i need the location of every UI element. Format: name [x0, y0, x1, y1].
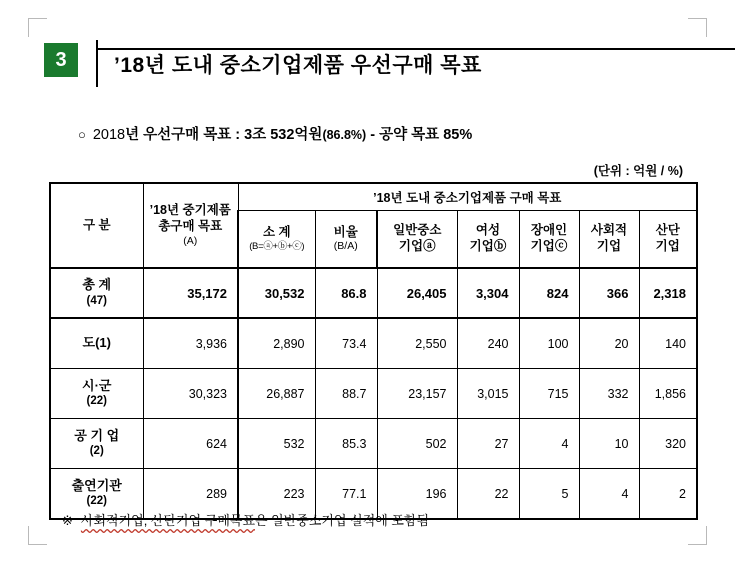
- cell-subtotal: 532: [238, 419, 315, 469]
- cell-general: 23,157: [377, 369, 457, 419]
- subtitle-line: [78, 123, 472, 144]
- header-disabled: [519, 211, 579, 269]
- cell-subtotal: 223: [238, 469, 315, 520]
- cell-women: 3,015: [457, 369, 519, 419]
- cell-general: 26,405: [377, 268, 457, 318]
- cell-social: 332: [579, 369, 639, 419]
- footnote-mark-icon: ※: [62, 513, 73, 528]
- corner-mark-bottom-left: [28, 526, 47, 545]
- cell-total-target: 30,323: [143, 369, 238, 419]
- corner-mark-top-right: [688, 18, 707, 37]
- unit-note: (단위 : 억원 / %): [593, 164, 683, 178]
- section-number-badge: 3: [44, 43, 78, 77]
- cell-women: 3,304: [457, 268, 519, 318]
- row-label-public-corp: [50, 419, 143, 469]
- cell-social: 4: [579, 469, 639, 520]
- row-label-do: [50, 318, 143, 369]
- bullet-icon: ○: [78, 127, 86, 142]
- cell-ratio: 85.3: [315, 419, 377, 469]
- cell-total-target: 624: [143, 419, 238, 469]
- cell-disabled: 4: [519, 419, 579, 469]
- cell-complex: 140: [639, 318, 697, 369]
- corner-mark-top-left: [28, 18, 47, 37]
- header-disabled-line2: 기업ⓒ: [530, 239, 568, 253]
- header-total-target: [143, 183, 238, 268]
- cell-total-target: 289: [143, 469, 238, 520]
- subtitle-label: 년 우선구매 목표: [125, 127, 232, 143]
- header-ratio-label: 비율: [333, 224, 358, 239]
- cell-general: 196: [377, 469, 457, 520]
- header-women-line1: 여성: [475, 223, 501, 238]
- cell-subtotal: 2,890: [238, 318, 315, 369]
- header-social-line1: 사회적: [590, 223, 628, 238]
- cell-disabled: 5: [519, 469, 579, 520]
- cell-total-target: 3,936: [143, 318, 238, 369]
- header-social: [579, 211, 639, 269]
- purchase-target-table: [49, 182, 686, 520]
- cell-women: 240: [457, 318, 519, 369]
- subtitle-percent: (86.8%): [322, 128, 367, 142]
- table-row: [50, 419, 697, 469]
- header-ratio-sub: (B/A): [333, 240, 358, 253]
- footnote-text-emphasis: 사회적기업, 산단기업 구매목표: [80, 513, 255, 528]
- cell-social: 20: [579, 318, 639, 369]
- cell-general: 2,550: [377, 318, 457, 369]
- cell-general: 502: [377, 419, 457, 469]
- cell-complex: 1,856: [639, 369, 697, 419]
- footnote: [62, 510, 429, 529]
- title-underline: [96, 48, 735, 50]
- row-label-do-name: 도(1): [82, 335, 111, 351]
- header-women: [457, 211, 519, 269]
- subtitle-pledge: - 공약 목표 85%: [366, 127, 473, 143]
- row-label-city-county-count: (22): [86, 395, 107, 408]
- header-group-label: ’18년 도내 중소기업제품 구매 목표: [238, 183, 697, 211]
- header-total-target-sub: (A): [183, 234, 198, 247]
- header-women-line2: 기업ⓑ: [469, 239, 507, 253]
- header-disabled-line1: 장애인: [530, 223, 568, 238]
- table-row: [50, 369, 697, 419]
- cell-disabled: 715: [519, 369, 579, 419]
- cell-ratio: 73.4: [315, 318, 377, 369]
- header-general: [377, 211, 457, 269]
- cell-ratio: 86.8: [315, 268, 377, 318]
- cell-ratio: 77.1: [315, 469, 377, 520]
- header-subtotal-label: 소 계: [262, 225, 291, 240]
- row-label-total-name: 총 계: [82, 277, 112, 293]
- cell-social: 10: [579, 419, 639, 469]
- header-subtotal-sub: (B=ⓐ+ⓑ+ⓒ): [249, 240, 305, 252]
- cell-women: 22: [457, 469, 519, 520]
- header-general-line1: 일반중소: [393, 223, 442, 238]
- cell-disabled: 100: [519, 318, 579, 369]
- cell-disabled: 824: [519, 268, 579, 318]
- header-total-target-line2: 총구매 목표: [158, 218, 223, 233]
- cell-social: 366: [579, 268, 639, 318]
- row-label-city-county: [50, 369, 143, 419]
- table-header-group-row: [50, 183, 697, 211]
- data-table: [49, 182, 698, 520]
- cell-ratio: 88.7: [315, 369, 377, 419]
- header-subtotal: [238, 211, 315, 269]
- header-social-line2: 기업: [596, 239, 622, 253]
- row-label-total-count: (47): [86, 294, 107, 307]
- subtitle-amount: : 3조 532억원: [231, 127, 323, 143]
- cell-subtotal: 30,532: [238, 268, 315, 318]
- row-label-total: [50, 268, 143, 318]
- cell-complex: 320: [639, 419, 697, 469]
- cell-complex: 2: [639, 469, 697, 520]
- row-label-public-corp-count: (2): [89, 445, 104, 458]
- cell-women: 27: [457, 419, 519, 469]
- subtitle-year: 2018: [92, 127, 126, 143]
- header-general-line2: 기업ⓐ: [398, 239, 436, 253]
- cell-subtotal: 26,887: [238, 369, 315, 419]
- corner-mark-bottom-right: [688, 526, 707, 545]
- cell-complex: 2,318: [639, 268, 697, 318]
- header-ratio: [315, 211, 377, 269]
- cell-total-target: 35,172: [143, 268, 238, 318]
- row-label-public-corp-name: 공 기 업: [74, 427, 120, 443]
- header-complex: [639, 211, 697, 269]
- header-div: 구 분: [50, 183, 143, 268]
- table-row: [50, 318, 697, 369]
- row-label-affiliate-name: 출연기관: [71, 477, 122, 493]
- header-complex-line1: 산단: [655, 223, 680, 238]
- row-label-city-county-name: 시·군: [82, 377, 112, 393]
- header-complex-line2: 기업: [655, 239, 680, 253]
- header-total-target-line1: ’18년 중기제품: [149, 203, 231, 218]
- table-row: [50, 268, 697, 318]
- footnote-text-rest: 은 일반중소기업 실적에 포함됨: [255, 513, 430, 528]
- page-title: ’18년 도내 중소기업제품 우선구매 목표: [114, 53, 482, 77]
- row-label-affiliate-count: (22): [86, 495, 107, 508]
